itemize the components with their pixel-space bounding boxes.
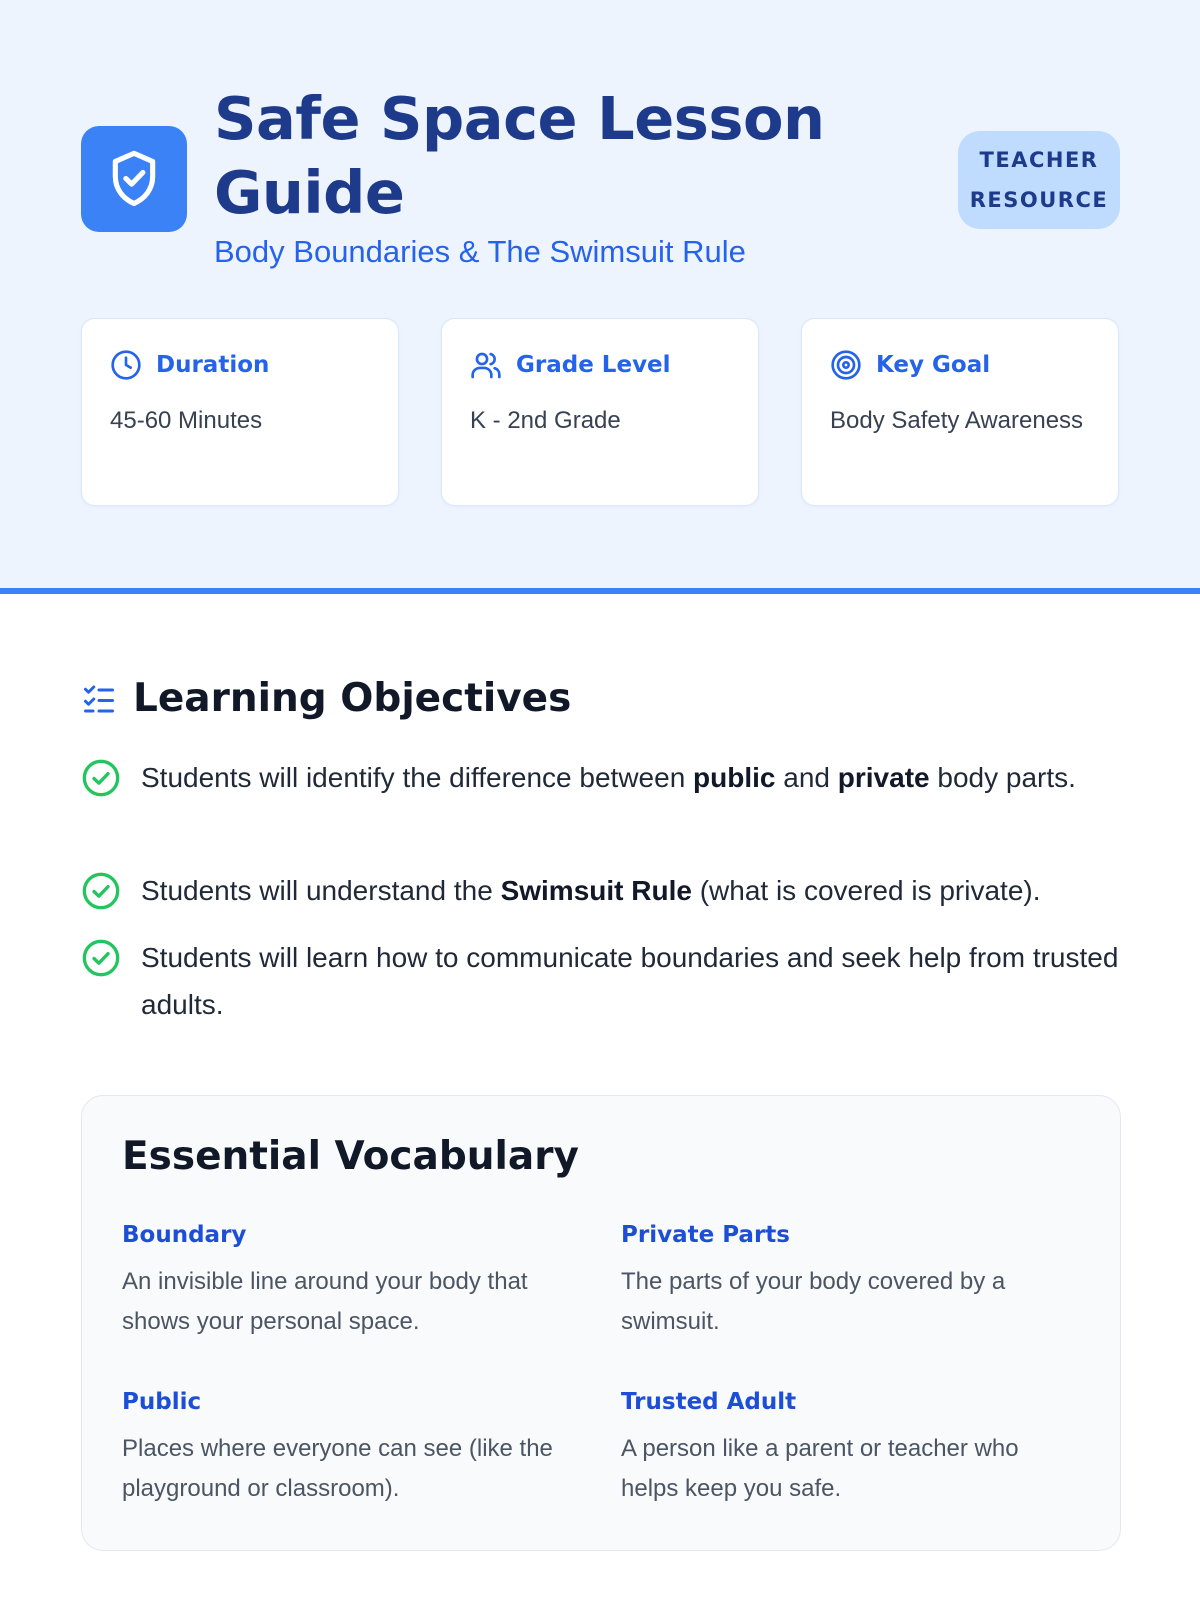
vocab-term [122,1387,562,1509]
check-circle-icon [81,758,121,798]
term-definition: An invisible line around your body that shows your personal space. [122,1268,528,1335]
term-definition: A person like a parent or teacher who helps keep you safe. [621,1435,1019,1502]
objective-item [81,934,1121,1028]
term-name: Boundary [122,1222,247,1248]
vocab-term [621,1387,1061,1509]
objective-text: Students will learn how to communicate boundaries and seek help from trusted adults. [141,942,1119,1020]
vocab-term [621,1220,1061,1342]
list-checks-icon [81,681,117,717]
objectives-heading [81,676,571,721]
vocab-term [122,1220,562,1342]
term-name: Trusted Adult [621,1389,797,1415]
objective-item [81,754,1121,801]
target-icon [830,349,862,381]
card-value: Body Safety Awareness [830,407,1084,434]
card-label: Grade Level [516,352,671,378]
page-title: Safe Space Lesson Guide [214,84,825,227]
card-value: K - 2nd Grade [470,407,621,434]
shield-check-icon [106,148,162,210]
badge-line-1: TEACHER [979,148,1099,172]
check-circle-icon [81,871,121,911]
page-subtitle: Body Boundaries & The Swimsuit Rule [214,234,746,269]
term-definition: Places where everyone can see (like the playground or classroom). [122,1435,553,1502]
term-name: Public [122,1389,202,1415]
objective-text: Students will understand the Swimsuit Rule (what is covered is private). [141,875,1041,906]
badge-line-2: RESOURCE [969,188,1109,212]
card-value: 45-60 Minutes [110,407,263,434]
objective-text: Students will identify the difference between public and private body parts. [141,762,1076,793]
teacher-resource-badge [958,131,1120,229]
users-icon [470,349,502,381]
objective-item [81,867,1121,914]
grade-level-card [441,318,759,506]
term-definition: The parts of your body covered by a swimsuit. [621,1268,1006,1335]
vocabulary-box [81,1095,1121,1551]
logo [81,126,187,232]
duration-card [81,318,399,506]
header-section [0,0,1200,594]
clock-icon [110,349,142,381]
key-goal-card [801,318,1119,506]
term-name: Private Parts [621,1222,790,1248]
card-label: Key Goal [876,352,991,378]
vocabulary-title: Essential Vocabulary [122,1134,579,1179]
section-title: Learning Objectives [133,676,572,721]
card-label: Duration [156,352,270,378]
check-circle-icon [81,938,121,978]
